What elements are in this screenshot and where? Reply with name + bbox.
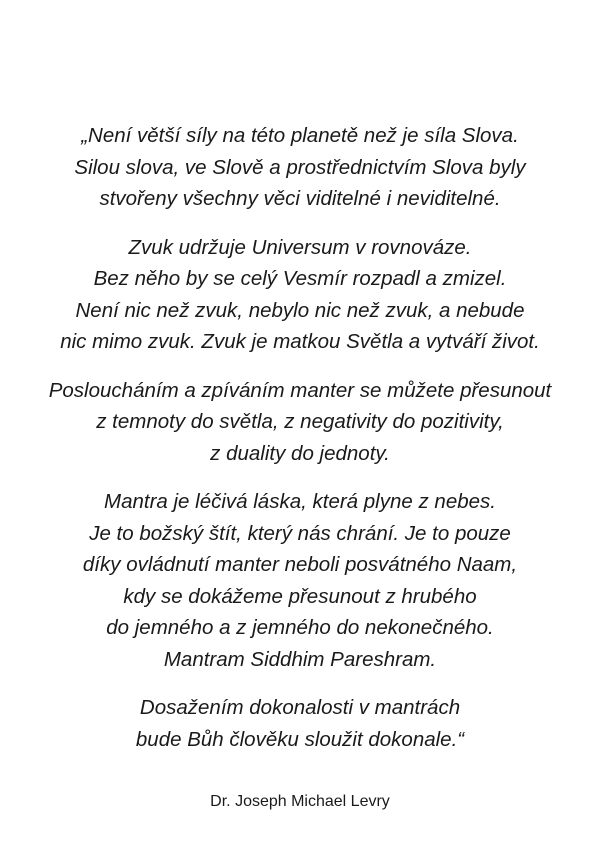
- quote-line: Zvuk udržuje Universum v rovnováze.: [128, 235, 472, 259]
- author-attribution: Dr. Joseph Michael Levry: [210, 793, 390, 810]
- stanza-listening: [0, 375, 600, 470]
- quote-line: Bez něho by se celý Vesmír rozpadl a zmizel.: [93, 267, 507, 290]
- quote-line: díky ovládnutí manter neboli posvátného Naam,: [82, 553, 518, 576]
- quote-line: Mantram Siddhim Pareshram.: [163, 647, 437, 671]
- quote-line: do jemného a z jemného do nekonečného.: [106, 616, 494, 639]
- quote-line: Není nic než zvuk, nebylo nic než zvuk, a nebude: [75, 298, 525, 322]
- quote-line: bude Bůh člověku sloužit dokonale.“: [135, 727, 465, 751]
- stanza-perfection: [0, 692, 600, 755]
- quote-line: stvořeny všechny věci viditelné i neviditelné.: [99, 187, 501, 210]
- stanza-mantra: [0, 486, 600, 675]
- stanza-sound: [0, 232, 600, 358]
- quote-line: kdy se dokážeme přesunout z hrubého: [123, 584, 477, 608]
- quote-line: „Není větší síly na této planetě než je síla Slova.: [81, 124, 519, 147]
- quote-line: nic mimo zvuk. Zvuk je matkou Světla a vytváří život.: [60, 330, 540, 353]
- stanza-power-of-word: [0, 120, 600, 215]
- quote-block: [0, 120, 600, 772]
- quote-line: z duality do jednoty.: [210, 441, 390, 465]
- quote-line: z temnoty do světla, z negativity do pozitivity,: [96, 410, 504, 433]
- quote-line: Dosažením dokonalosti v mantrách: [139, 696, 461, 719]
- quote-line: Mantra je léčivá láska, která plyne z nebes.: [104, 490, 496, 513]
- quote-line: Je to božský štít, který nás chrání. Je to pouze: [89, 521, 511, 545]
- quote-line: Posloucháním a zpíváním manter se můžete přesunout: [48, 378, 552, 402]
- quote-line: Silou slova, ve Slově a prostřednictvím Slova byly: [74, 155, 526, 179]
